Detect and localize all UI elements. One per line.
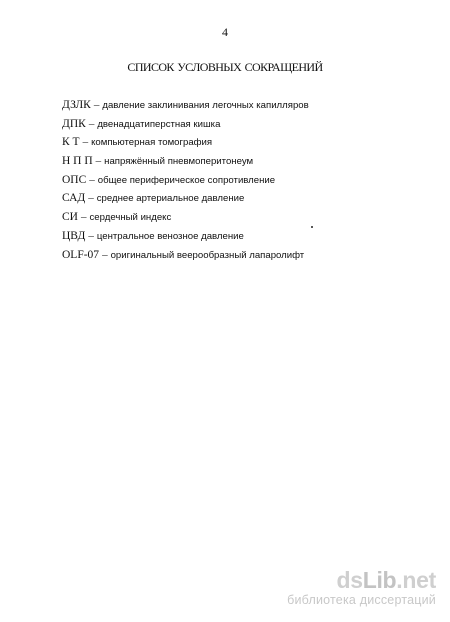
list-item [62, 189, 309, 208]
abbreviation-definition: сердечный индекс [89, 212, 172, 224]
abbreviation-list [62, 96, 309, 264]
abbreviation-definition: центральное венозное давление [96, 230, 244, 242]
abbreviation-term: ЦВД [62, 229, 86, 242]
dash: – [88, 229, 94, 242]
abbreviation-definition: двенадцатиперстная кишка [97, 118, 221, 130]
abbreviation-definition: компьютерная томография [91, 137, 213, 149]
page-title: СПИСОК УСЛОВНЫХ СОКРАЩЕНИЙ [127, 60, 323, 74]
list-item [62, 115, 309, 134]
abbreviation-definition: оригинальный веерообразный лапаролифт [110, 249, 305, 261]
list-item [62, 171, 309, 190]
dash: – [88, 117, 95, 130]
list-item [62, 152, 309, 171]
abbreviation-term: ДПК [62, 117, 86, 130]
list-item [62, 96, 309, 115]
list-item [62, 227, 309, 246]
abbreviation-definition: общее периферическое сопротивление [97, 174, 276, 186]
watermark-logo [287, 568, 436, 592]
dash: – [95, 155, 102, 168]
abbreviation-term: ДЗЛК [62, 99, 91, 111]
dash: – [88, 192, 94, 205]
abbreviation-term: К Т [62, 136, 80, 149]
abbreviation-term: САД [62, 192, 86, 205]
abbreviation-term: ОПС [62, 173, 87, 186]
watermark-logo-lib: Lib [362, 567, 397, 593]
watermark [287, 568, 436, 608]
stray-dot [311, 226, 313, 228]
abbreviation-definition: давление заклинивания легочных капилляров [102, 100, 309, 111]
list-item [62, 246, 309, 265]
dash: – [82, 136, 89, 149]
dash: – [89, 173, 95, 186]
abbreviation-definition: напряжённый пневмоперитонеум [104, 156, 254, 168]
list-item [62, 208, 309, 227]
watermark-logo-net: .net [396, 567, 436, 593]
abbreviation-term: OLF-07 [62, 248, 100, 261]
list-item [62, 133, 309, 152]
abbreviation-term: СИ [62, 211, 78, 224]
abbreviation-definition: среднее артериальное давление [96, 193, 245, 205]
page-number: 4 [222, 25, 228, 39]
abbreviation-term: Н П П [62, 155, 93, 168]
dash: – [93, 99, 100, 111]
dash: – [80, 211, 87, 224]
watermark-logo-ds: ds [336, 567, 363, 593]
dash: – [102, 248, 108, 261]
watermark-subtitle: библиотека диссертаций [287, 593, 436, 607]
